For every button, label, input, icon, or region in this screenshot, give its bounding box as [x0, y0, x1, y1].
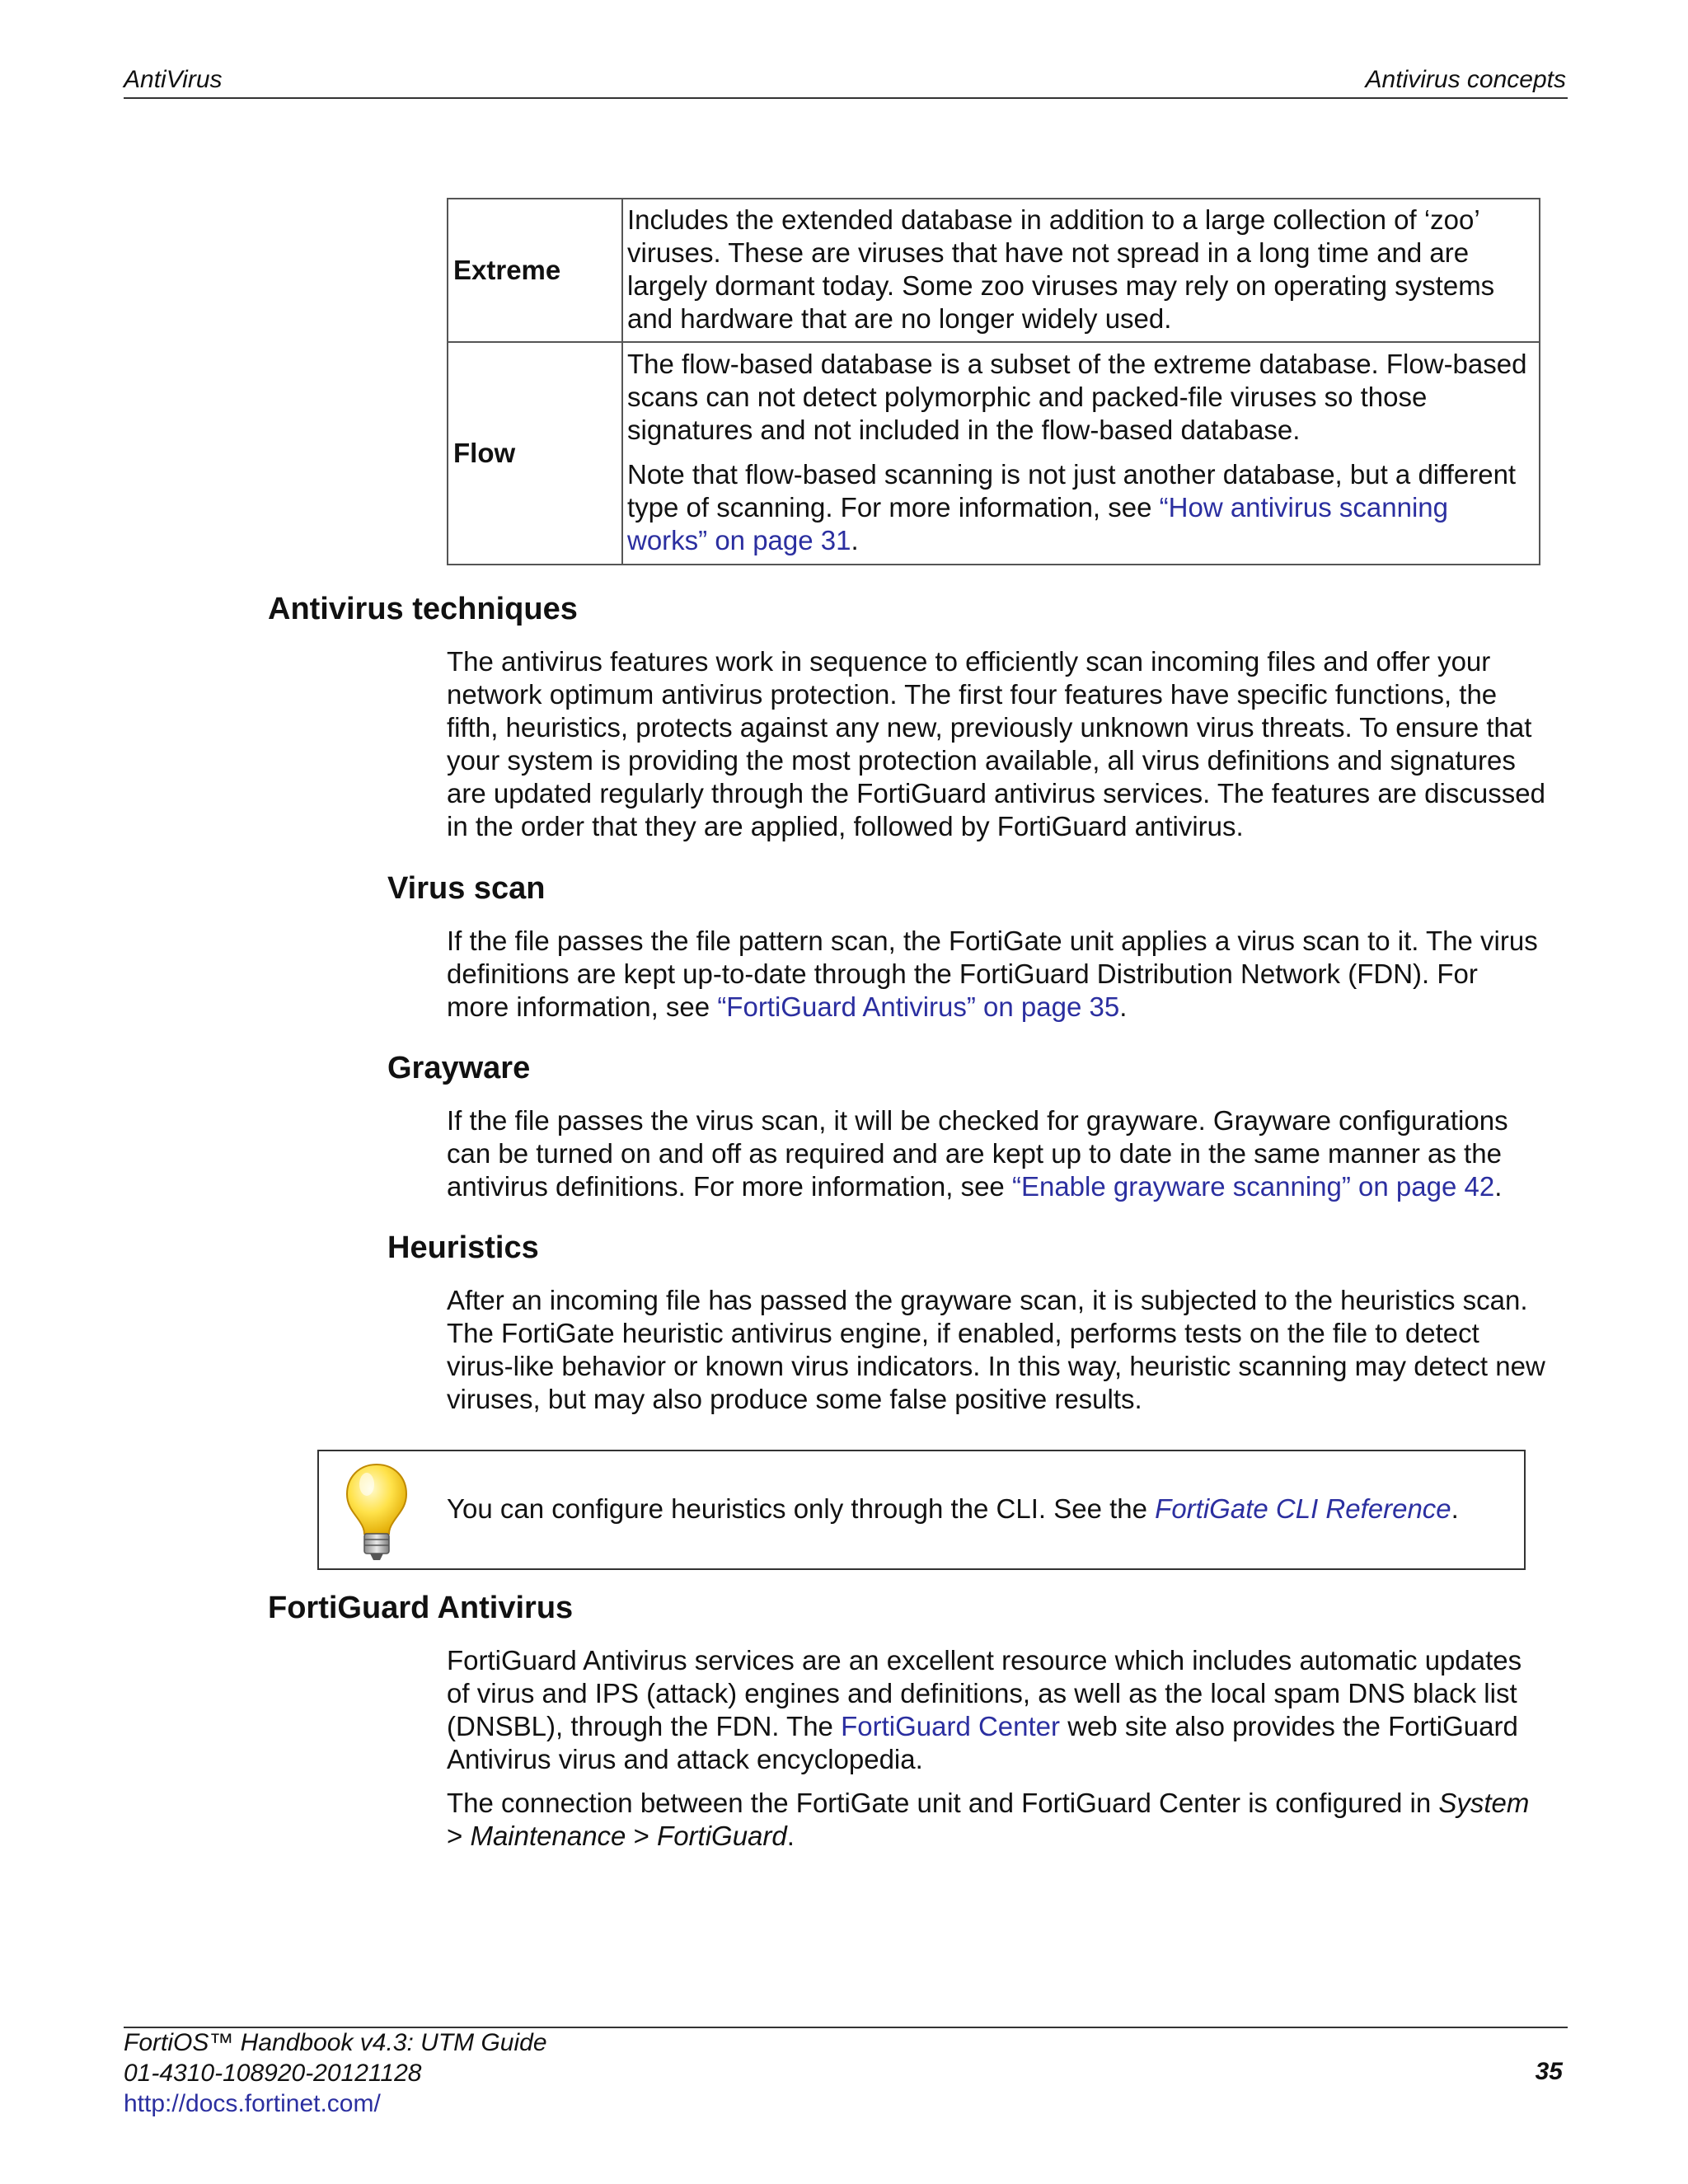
note-text	[447, 1493, 1459, 1526]
fortiguard-body2-after: .	[786, 1821, 795, 1851]
table-row	[448, 342, 1540, 565]
antivirus-techniques-body: The antivirus features work in sequence to efficiently scan incoming files and offer your network optimum antivirus protection. The first four features have specific functions, the fifth, heuristics, protects against any new, previously unknown virus threats. To ensure that your system is providing the most protection available, all virus definitions and signatures are updated regularly through the FortiGuard antivirus services. The features are discussed in the order that they are applied, followed by FortiGuard antivirus.	[447, 646, 1545, 841]
row-desc-extreme	[622, 199, 1540, 342]
fortiguard-antivirus-body-2	[447, 1787, 1547, 1853]
row-desc-flow	[622, 342, 1540, 565]
database-table	[447, 198, 1540, 565]
fortiguard-antivirus-link[interactable]: “FortiGuard Antivirus” on page 35	[717, 991, 1120, 1022]
menu-path-system: System	[1438, 1788, 1530, 1818]
note-body: You can configure heuristics only through the CLI. See the	[447, 1493, 1156, 1524]
page-number: 35	[1535, 2058, 1563, 2085]
lightbulb-icon	[344, 1461, 410, 1562]
virus-scan-body	[447, 925, 1547, 1024]
footer-doc-id: 01-4310-108920-20121128	[124, 2060, 422, 2087]
menu-path-fortiguard: FortiGuard	[657, 1821, 787, 1851]
virus-scan-after: .	[1119, 991, 1128, 1022]
footer-rule	[124, 2027, 1568, 2028]
header-chapter: AntiVirus	[124, 66, 223, 93]
heuristics-body: After an incoming file has passed the grayware scan, it is subjected to the heuristics scan. The FortiGate heuristic antivirus engine, if enabled, performs tests on the file to detect virus-like behavior or known virus indicators. In this way, heuristic scanning may detect new viruses, but may also produce some false positive results.	[447, 1285, 1545, 1414]
header-rule	[124, 97, 1568, 99]
fortiguard-center-link[interactable]: FortiGuard Center	[841, 1711, 1061, 1741]
row-desc-paragraph: The flow-based database is a subset of the extreme database. Flow-based scans can not detect polymorphic and packed-file viruses so those signatures and not included in the flow-based database.	[627, 349, 1527, 445]
how-antivirus-scanning-works-link[interactable]: “How antivirus scanning works” on page 31	[627, 492, 1448, 555]
row-desc-after: .	[851, 525, 859, 555]
grayware-heading: Grayware	[387, 1051, 531, 1085]
virus-scan-text: If the file passes the file pattern scan, the FortiGate unit applies a virus scan to it. The virus definitions are kept up-to-date through the FortiGuard Distribution Network (FDN). For more information, see	[447, 926, 1538, 1022]
fortiguard-body1-before: FortiGuard Antivirus services are an excellent resource which includes automatic updates of virus and IPS (attack) engines and definitions, as well as the local spam DNS black list (DNSBL), through the FDN. The	[447, 1645, 1522, 1741]
row-label-extreme: Extreme	[448, 199, 622, 342]
fortiguard-antivirus-heading: FortiGuard Antivirus	[268, 1591, 574, 1625]
note-after: .	[1451, 1493, 1459, 1524]
table-row	[448, 199, 1540, 342]
antivirus-techniques-heading: Antivirus techniques	[268, 592, 578, 626]
fortiguard-antivirus-body-1	[447, 1644, 1547, 1776]
header-section: Antivirus concepts	[1365, 66, 1566, 93]
grayware-body	[447, 1104, 1547, 1203]
menu-path-maintenance: Maintenance	[470, 1821, 626, 1851]
row-desc-paragraph	[627, 458, 1532, 557]
enable-grayware-scanning-link[interactable]: “Enable grayware scanning” on page 42	[1011, 1171, 1495, 1202]
menu-path-separator: >	[626, 1821, 658, 1851]
footer-url-link[interactable]: http://docs.fortinet.com/	[124, 2090, 381, 2117]
footer-title: FortiOS™ Handbook v4.3: UTM Guide	[124, 2029, 547, 2056]
fortigate-cli-reference-link[interactable]: FortiGate CLI Reference	[1155, 1493, 1451, 1524]
note-box	[317, 1450, 1526, 1570]
row-desc-text: Note that flow-based scanning is not just another database, but a different type of scanning. For more information, see	[627, 459, 1517, 523]
menu-path-separator: >	[447, 1821, 471, 1851]
fortiguard-body2-before: The connection between the FortiGate unit and FortiGuard Center is configured in	[447, 1788, 1439, 1818]
heuristics-heading: Heuristics	[387, 1230, 539, 1265]
virus-scan-heading: Virus scan	[387, 871, 546, 906]
fortiguard-body1-after: web site also provides the FortiGuard Antivirus virus and attack encyclopedia.	[447, 1711, 1518, 1774]
row-desc-paragraph: Includes the extended database in addition to a large collection of ‘zoo’ viruses. These are viruses that have not spread in a long time and are largely dormant today. Some zoo viruses may rely on operating systems and hardware that are no longer widely used.	[627, 204, 1495, 334]
grayware-text: If the file passes the virus scan, it will be checked for grayware. Grayware configurations can be turned on and off as required and are kept up to date in the same manner as the antivirus definitions. For more information, see	[447, 1105, 1508, 1202]
grayware-after: .	[1494, 1171, 1503, 1202]
row-label-flow: Flow	[448, 342, 622, 565]
